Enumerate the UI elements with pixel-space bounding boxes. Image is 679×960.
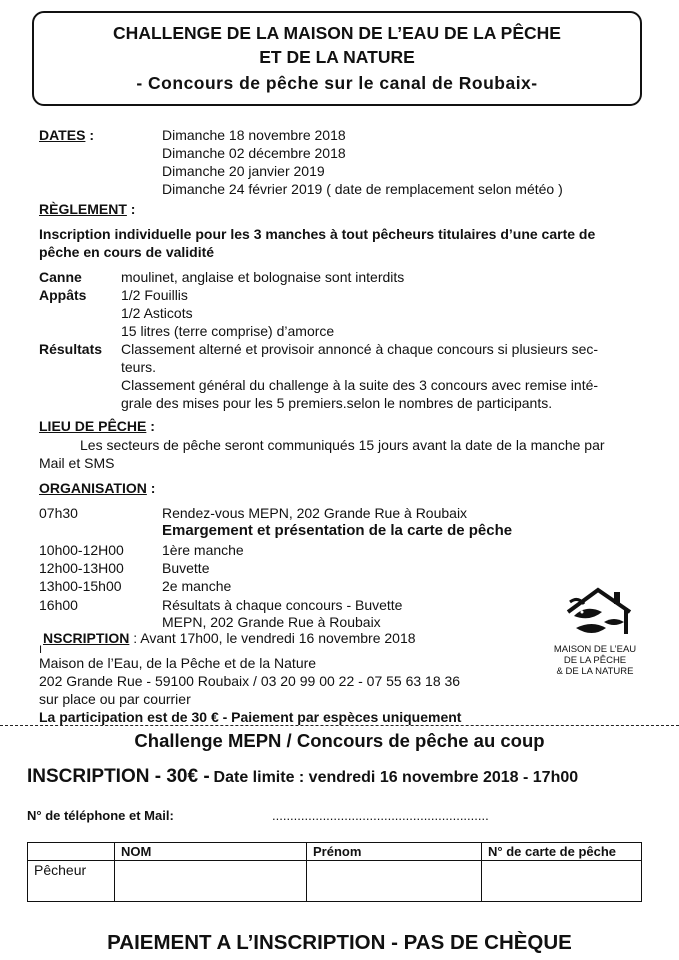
- organisation-label: ORGANISATION: [39, 480, 147, 496]
- header-title-line2: ET DE LA NATURE: [259, 47, 415, 67]
- form-inscription-fee: INSCRIPTION - 30€ -: [27, 766, 210, 787]
- dates-colon: :: [89, 127, 94, 143]
- resultats-line: Classement alterné et provisoir annoncé à chaque concours si plusieurs sec-: [121, 341, 599, 357]
- logo-line: & DE LA NATURE: [556, 666, 634, 677]
- org-time: 12h00-13H00: [39, 560, 124, 576]
- logo-line: MAISON DE L’EAU: [553, 644, 637, 655]
- stray-mark: I: [39, 644, 43, 656]
- lieu-label: LIEU DE PÊCHE: [39, 418, 147, 434]
- appats-item: 1/2 Asticots: [121, 305, 193, 321]
- carte-peche-cell[interactable]: [482, 861, 642, 902]
- date-item: Dimanche 20 janvier 2019: [162, 163, 325, 179]
- appats-item: 15 litres (terre comprise) d’amorce: [121, 323, 335, 339]
- organisation-heading: [39, 479, 155, 497]
- organisation-colon: :: [150, 480, 156, 496]
- participation-fee: La participation est de 30 € - Paiement par espèces uniquement: [39, 709, 462, 725]
- date-item: Dimanche 24 février 2019 ( date de remplacement selon météo ): [162, 181, 563, 197]
- lieu-heading: [39, 417, 155, 435]
- inscription-address-line: Maison de l’Eau, de la Pêche et de la Nature: [39, 655, 317, 671]
- org-time: 10h00-12H00: [39, 542, 124, 558]
- inscription-address: [39, 654, 461, 726]
- reglement-heading: [39, 200, 135, 218]
- table-header-cell: NOM: [115, 843, 307, 861]
- lieu-line1: Les secteurs de pêche seront communiqués 15 jours avant la date de la manche par: [80, 437, 605, 453]
- org-text: Rendez-vous MEPN, 202 Grande Rue à Roubaix: [162, 505, 468, 521]
- table-row: [28, 861, 642, 902]
- org-text-emphasis: Emargement et présentation de la carte de pêche: [162, 522, 513, 539]
- header-box: [32, 11, 642, 106]
- org-text: 1ère manche: [162, 542, 244, 558]
- reglement-intro-line: pêche en cours de validité: [39, 244, 215, 260]
- org-text: 2e manche: [162, 578, 232, 594]
- resultats-line: teurs.: [121, 359, 157, 375]
- canne-text: moulinet, anglaise et bolognaise sont interdits: [121, 269, 405, 285]
- dates-section-label: [39, 126, 94, 144]
- header-title-line1: CHALLENGE DE LA MAISON DE L’EAU DE LA PÊCHE: [113, 23, 561, 43]
- resultats-label: Résultats: [39, 341, 103, 357]
- resultats-line: Classement général du challenge à la suite des 3 concours avec remise inté-: [121, 377, 599, 393]
- lieu-line2: Mail et SMS: [39, 455, 115, 471]
- nom-cell[interactable]: [115, 861, 307, 902]
- org-time: 16h00: [39, 597, 78, 613]
- form-inscription-line: [27, 766, 578, 788]
- date-item: Dimanche 18 novembre 2018: [162, 127, 346, 143]
- appats-label: Appâts: [39, 287, 87, 303]
- org-text: MEPN, 202 Grande Rue à Roubaix: [162, 614, 381, 630]
- inscription-deadline: [43, 629, 416, 647]
- logo-line: DE LA PÊCHE: [563, 655, 627, 666]
- fish-house-icon: [540, 582, 650, 644]
- phone-mail-label: N° de téléphone et Mail:: [27, 808, 174, 823]
- org-text: Résultats à chaque concours - Buvette: [162, 597, 403, 613]
- appats-item: 1/2 Fouillis: [121, 287, 188, 303]
- org-time: 07h30: [39, 505, 78, 521]
- lieu-colon: :: [150, 418, 155, 434]
- reglement-label: RÈGLEMENT: [39, 201, 127, 217]
- cut-line: [0, 725, 679, 726]
- inscription-label: NSCRIPTION: [43, 630, 130, 646]
- dates-list: [162, 126, 563, 198]
- mepn-logo: [540, 582, 650, 687]
- table-header-cell: Prénom: [307, 843, 482, 861]
- resultats-line: grale des mises pour les 5 premiers.selon le nombres de participants.: [121, 395, 553, 411]
- reglement-intro-line: Inscription individuelle pour les 3 manches à tout pêcheurs titulaires d’une carte de: [39, 226, 596, 242]
- org-text: Buvette: [162, 560, 210, 576]
- org-time: 13h00-15h00: [39, 578, 122, 594]
- payment-footer: PAIEMENT A L’INSCRIPTION - PAS DE CHÈQUE: [107, 931, 572, 954]
- phone-mail-field[interactable]: ............................................................: [272, 808, 489, 823]
- inscription-deadline-text: : Avant 17h00, le vendredi 16 novembre 2018: [133, 630, 416, 646]
- table-header-cell: [28, 843, 115, 861]
- inscription-address-line: 202 Grande Rue - 59100 Roubaix / 03 20 99 00 22 - 07 55 63 18 36: [39, 673, 461, 689]
- entry-table: [27, 842, 642, 902]
- reglement-intro: [39, 225, 595, 261]
- table-header-row: [28, 843, 642, 861]
- form-title: Challenge MEPN / Concours de pêche au coup: [134, 730, 545, 751]
- header-subtitle: - Concours de pêche sur le canal de Roubaix-: [136, 73, 538, 93]
- resultats-text: [121, 340, 598, 412]
- table-header-cell: N° de carte de pêche: [482, 843, 642, 861]
- table-row-label: Pêcheur: [28, 861, 115, 902]
- date-item: Dimanche 02 décembre 2018: [162, 145, 346, 161]
- appats-list: [121, 286, 334, 340]
- dates-label: DATES: [39, 127, 86, 143]
- canne-label: Canne: [39, 269, 82, 285]
- logo-text: [540, 644, 650, 677]
- form-inscription-deadline: Date limite : vendredi 16 novembre 2018 - 17h00: [213, 769, 579, 786]
- inscription-address-line: sur place ou par courrier: [39, 691, 191, 707]
- reglement-colon: :: [130, 201, 136, 217]
- prenom-cell[interactable]: [307, 861, 482, 902]
